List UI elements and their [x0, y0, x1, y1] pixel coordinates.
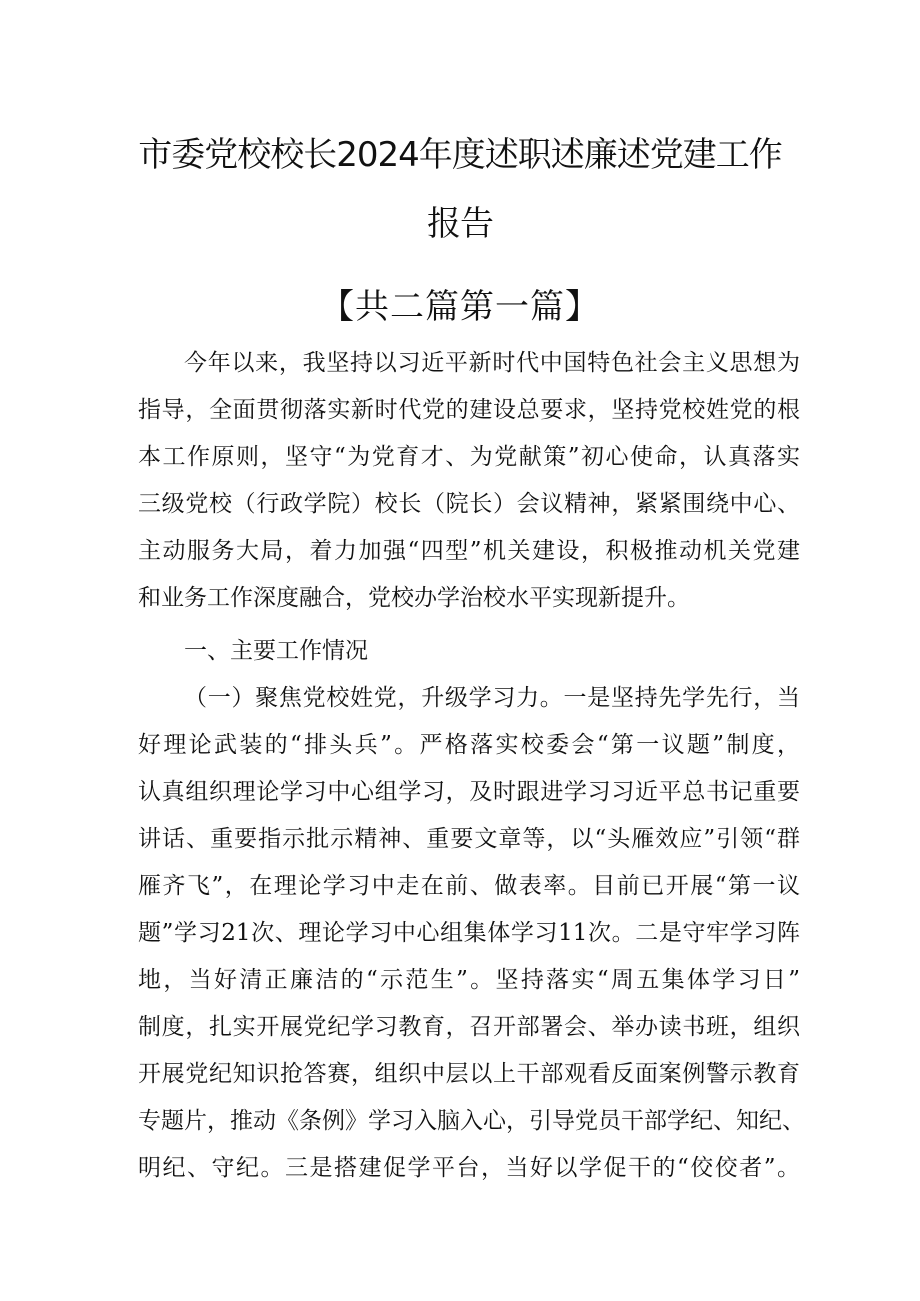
paragraph-line: 主动服务大局，着力加强“四型”机关建设，积极推动机关党建 [138, 538, 800, 564]
section-heading-text: 一、主要工作情况 [184, 638, 368, 664]
paragraph-line: 今年以来，我坚持以习近平新时代中国特色社会主义思想为 [184, 350, 800, 376]
document-subtitle: 【共二篇第一篇】 [320, 287, 600, 327]
paragraph-line: 指导，全面贯彻落实新时代党的建设总要求，坚持党校姓党的根 [138, 397, 800, 423]
paragraph-line: 题”学习21次、理论学习中心组集体学习11次。二是守牢学习阵 [138, 920, 800, 946]
paragraph-line: 制度，扎实开展党纪学习教育，召开部署会、举办读书班，组织 [138, 1014, 800, 1040]
paragraph-line: 专题片，推动《条例》学习入脑入心，引导党员干部学纪、知纪、 [138, 1108, 805, 1134]
paragraph-line: 认真组织理论学习中心组学习，及时跟进学习习近平总书记重要 [138, 779, 800, 805]
paragraph-line: 好理论武装的“排头兵”。严格落实校委会“第一议题”制度， [138, 732, 800, 758]
paragraph-intro [138, 340, 800, 622]
paragraph-line: （一）聚焦党校姓党，升级学习力。一是坚持先学先行，当 [184, 685, 800, 711]
document-title-line-1: 市委党校校长2024年度述职述廉述党建工作 [138, 135, 782, 175]
paragraph-line: 本工作原则，坚守“为党育才、为党献策”初心使命，认真落实 [138, 444, 800, 470]
paragraph-line: 和业务工作深度融合，党校办学治校水平实现新提升。 [138, 585, 690, 611]
section-heading [138, 628, 800, 675]
paragraph-line: 开展党纪知识抢答赛，组织中层以上干部观看反面案例警示教育 [138, 1061, 800, 1087]
paragraph-line: 明纪、守纪。三是搭建促学平台，当好以学促干的“佼佼者”。 [138, 1155, 800, 1181]
paragraph-line: 三级党校（行政学院）校长（院长）会议精神，紧紧围绕中心、 [138, 491, 800, 517]
paragraph-section-1 [138, 675, 805, 1192]
paragraph-line: 讲话、重要指示批示精神、重要文章等，以“头雁效应”引领“群 [138, 826, 800, 852]
document-title-line-2: 报告 [427, 204, 493, 244]
paragraph-line: 雁齐飞”，在理论学习中走在前、做表率。目前已开展“第一议 [138, 873, 800, 899]
paragraph-line: 地，当好清正廉洁的“示范生”。坚持落实“周五集体学习日” [138, 967, 800, 993]
